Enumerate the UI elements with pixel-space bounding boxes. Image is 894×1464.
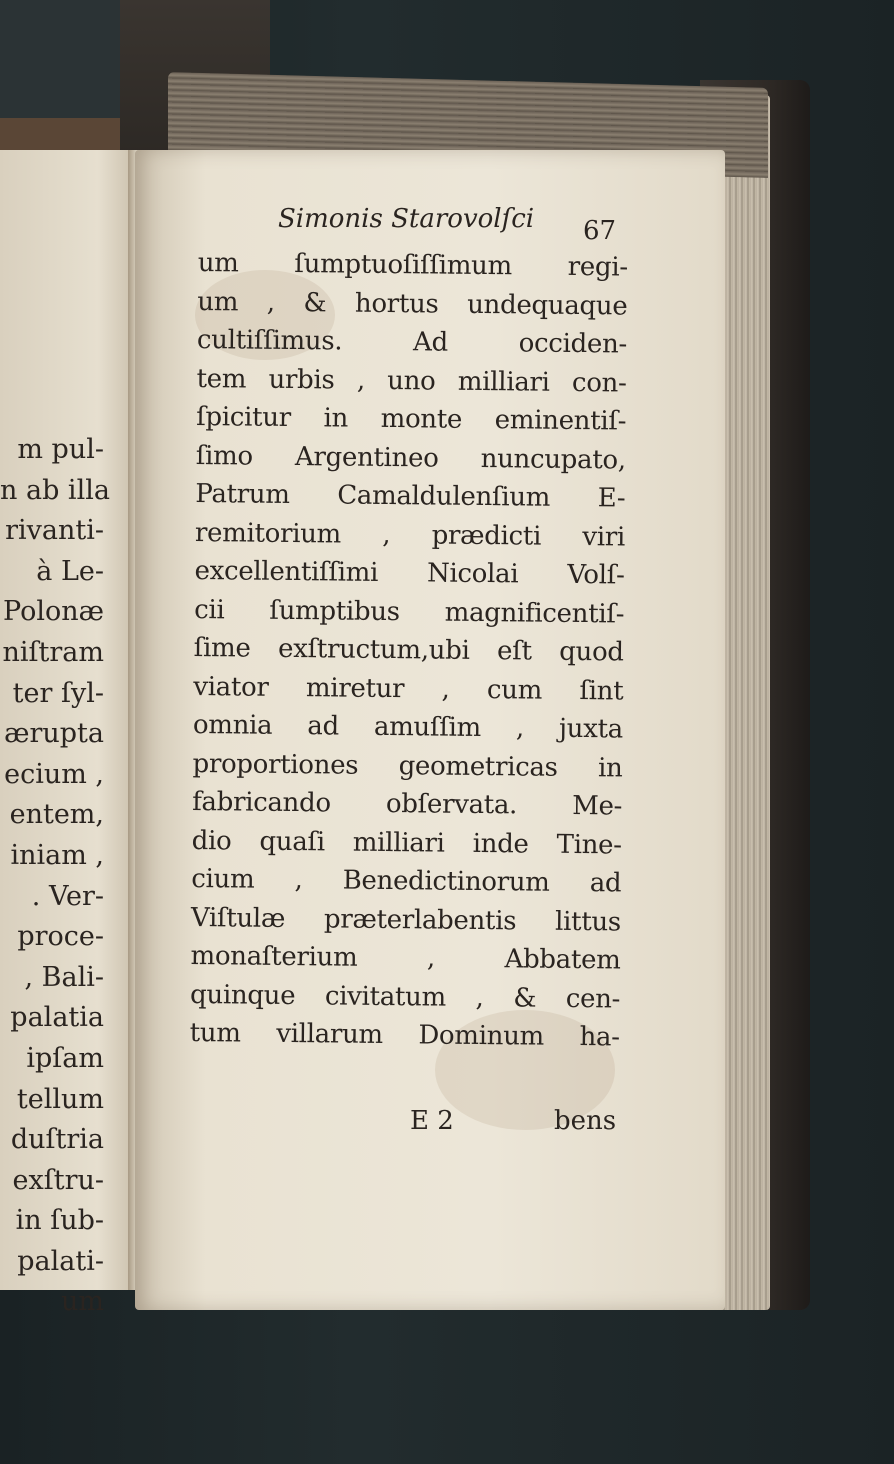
- text-line: cii ſumptibus magnificentiſ-: [194, 594, 625, 629]
- text-line: um ſumptuoſiſſimum regi-: [197, 247, 628, 283]
- text-line: fabricando obſervata. Me-: [191, 786, 623, 822]
- text-line: quinque civitatum , & cen-: [189, 979, 621, 1014]
- left-line: tellum: [16, 1083, 104, 1115]
- body-text: [190, 244, 628, 1057]
- text-line: ſimo Argentineo nuncupato,: [195, 440, 626, 475]
- text-line: excellentiſſimi Nicolai Volſ-: [194, 555, 625, 591]
- text-line: um , & hortus undequaque: [197, 286, 628, 321]
- text-line: proportiones geometricas in: [192, 748, 623, 783]
- left-line: niſtram: [2, 636, 104, 668]
- left-line: um: [61, 1286, 104, 1318]
- left-line: ecium ,: [4, 758, 104, 790]
- text-line: tum villarum Dominum ha-: [189, 1017, 620, 1053]
- text-line: cium , Benedictinorum ad: [191, 863, 622, 899]
- text-line: tem urbis , uno milliari con-: [196, 363, 627, 398]
- left-line: in ſub-: [15, 1205, 104, 1237]
- text-line: ſime exſtructum,ubi eſt quod: [193, 632, 624, 668]
- page-number: 67: [583, 216, 617, 246]
- text-line: viator miretur , cum ſint: [193, 671, 624, 706]
- text-line: cultiſſimus. Ad occiden-: [196, 324, 628, 360]
- left-line: ter ſyl-: [12, 677, 104, 709]
- left-line: rivanti-: [5, 515, 104, 547]
- left-line: ærupta: [4, 718, 104, 750]
- left-line: exſtru-: [12, 1164, 104, 1196]
- left-line: à Le-: [36, 555, 104, 587]
- signature-mark: E 2: [410, 1106, 454, 1136]
- text-line: Patrum Camaldulenſium E-: [195, 478, 626, 514]
- left-page: [0, 150, 140, 1318]
- left-line: n ab illa: [0, 474, 110, 506]
- left-line: , Bali-: [24, 961, 104, 993]
- left-line: palatia: [10, 1002, 104, 1034]
- left-line: . Ver-: [31, 880, 104, 912]
- running-head: Simonis Starovolſci: [278, 204, 535, 234]
- text-line: dio quaſi milliari inde Tine-: [191, 825, 622, 860]
- catchword: bens: [554, 1106, 617, 1136]
- text-line: remitorium , prædicti viri: [194, 517, 626, 552]
- text-line: monaſterium , Abbatem: [190, 940, 621, 976]
- left-page-text: [0, 430, 110, 1323]
- left-line: palati-: [17, 1245, 104, 1277]
- left-line: iniam ,: [10, 839, 104, 871]
- text-line: omnia ad amuſſim , juxta: [192, 709, 624, 745]
- left-line: m pul-: [17, 434, 104, 465]
- text-line: Viſtulæ præterlabentis littus: [190, 902, 622, 937]
- left-line: entem,: [9, 799, 104, 831]
- left-line: Polonæ: [3, 596, 104, 628]
- left-line: ipſam: [26, 1042, 104, 1074]
- left-line: proce-: [17, 921, 104, 953]
- text-line: ſpicitur in monte eminentiſ-: [196, 401, 627, 437]
- left-line: duſtria: [10, 1124, 104, 1156]
